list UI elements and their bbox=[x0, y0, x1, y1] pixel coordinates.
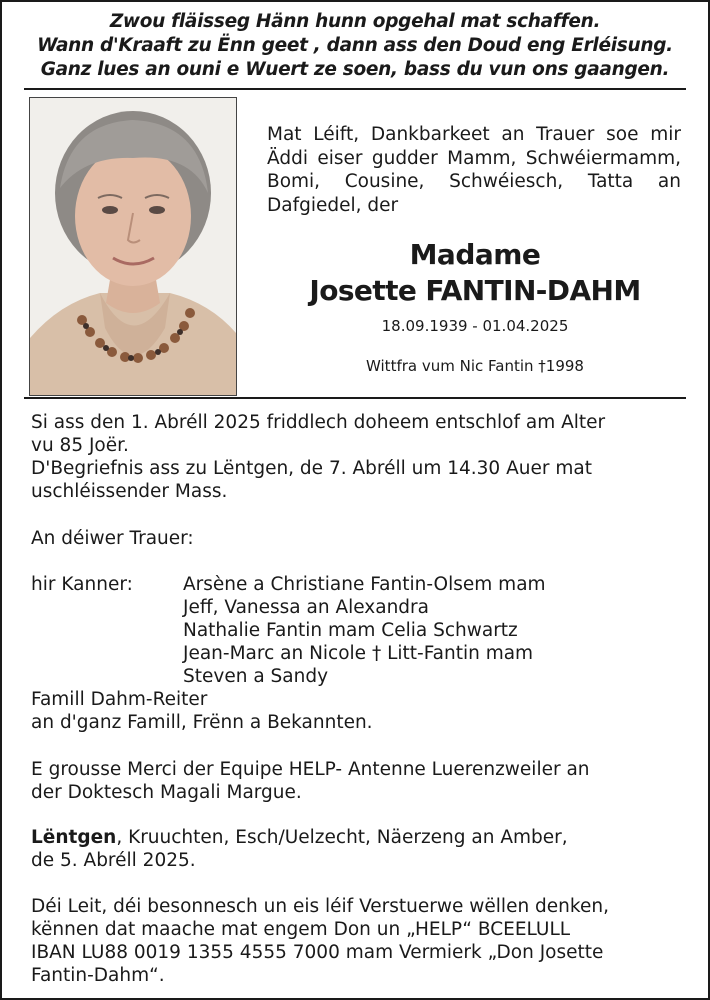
portrait-illustration bbox=[30, 98, 236, 395]
child-line-3: Nathalie Fantin mam Celia Schwartz bbox=[183, 620, 518, 641]
place-and-date bbox=[31, 826, 691, 872]
motto-line-2: Wann d'Kraaft zu Ënn geet , dann ass den Doud eng Erléisung. bbox=[37, 35, 673, 56]
deceased-title: Madame bbox=[409, 238, 541, 271]
donation-line-4: Fantin-Dahm“. bbox=[31, 965, 165, 986]
life-dates: 18.09.1939 - 01.04.2025 bbox=[381, 317, 569, 335]
place-line bbox=[31, 826, 691, 849]
place-rest: , Kruuchten, Esch/Uelzecht, Näerzeng an Amber, bbox=[116, 827, 568, 848]
family-line-1: Famill Dahm-Reiter bbox=[31, 689, 208, 710]
donation bbox=[31, 895, 691, 987]
family-line-2: an d'ganz Famill, Frënn a Bekannten. bbox=[31, 712, 373, 733]
thanks-line-2: der Doktesch Magali Margue. bbox=[31, 782, 302, 803]
donation-line-2: kënnen dat maache mat engem Don un „HELP“ BCEELULL bbox=[31, 919, 571, 940]
deceased-name: Josette FANTIN-DAHM bbox=[309, 274, 641, 307]
deceased-name-block bbox=[250, 237, 700, 309]
children-label: hir Kanner: bbox=[31, 574, 133, 595]
thanks-line-1: E grousse Merci der Equipe HELP- Antenne Luerenzweiler an bbox=[31, 759, 590, 780]
place-date: de 5. Abréll 2025. bbox=[31, 850, 196, 871]
portrait-photo bbox=[29, 97, 237, 396]
child-line-2: Jeff, Vanessa an Alexandra bbox=[183, 597, 429, 618]
motto-line-3: Ganz lues an ouni e Wuert ze soen, bass du vun ons gaangen. bbox=[40, 59, 670, 80]
place-bold: Lëntgen bbox=[31, 827, 117, 848]
thanks bbox=[31, 758, 691, 804]
motto-line-1: Zwou fläisseg Hänn hunn opgehal mat schaffen. bbox=[109, 11, 601, 32]
announcement-line-4: uschléissender Mass. bbox=[31, 481, 228, 502]
motto bbox=[10, 10, 700, 82]
announcement-line-2: vu 85 Joër. bbox=[31, 435, 129, 456]
child-line-1: Arsène a Christiane Fantin-Olsem mam bbox=[183, 574, 546, 595]
donation-line-1: Déi Leit, déi besonnesch un eis léif Verstuerwe wëllen denken, bbox=[31, 896, 609, 917]
announcement bbox=[31, 411, 691, 503]
child-line-4: Jean-Marc an Nicole † Litt-Fantin mam bbox=[183, 643, 534, 664]
widow-note: Wittfra vum Nic Fantin †1998 bbox=[366, 357, 584, 375]
children-list bbox=[31, 573, 691, 734]
top-divider bbox=[24, 88, 686, 90]
child-line-5: Steven a Sandy bbox=[183, 666, 329, 687]
announcement-line-3: D'Begriefnis ass zu Lëntgen, de 7. Abréll um 14.30 Auer mat bbox=[31, 458, 592, 479]
donation-line-3: IBAN LU88 0019 1355 4555 7000 mam Vermierk „Don Josette bbox=[31, 942, 604, 963]
middle-divider bbox=[24, 397, 686, 399]
mourners-heading: An déiwer Trauer: bbox=[31, 528, 194, 549]
announcement-line-1: Si ass den 1. Abréll 2025 friddlech doheem entschlof am Alter bbox=[31, 412, 606, 433]
intro-text: Mat Léift, Dankbarkeet an Trauer soe mir Äddi eiser gudder Mamm, Schwéiermamm, Bomi, Cousine, Schwéiesch, Tatta an Dafgiedel, der bbox=[267, 124, 681, 216]
